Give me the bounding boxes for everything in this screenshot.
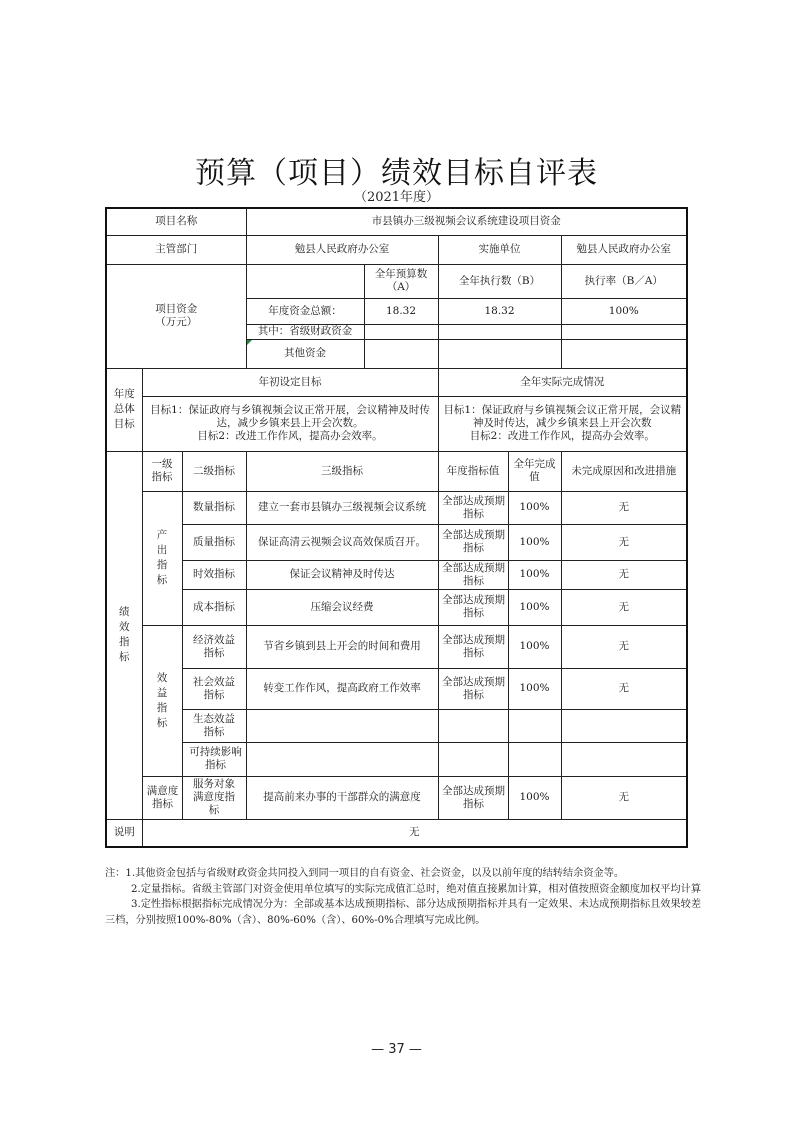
self-evaluation-table — [105, 207, 688, 848]
target-cell: 全部达成预期指标 — [438, 491, 508, 524]
funds-rate-value — [561, 339, 687, 368]
funds-col-budget: 全年预算数（A） — [364, 264, 438, 298]
department-label: 主管部门 — [106, 235, 246, 264]
funds-row-label-other — [246, 339, 364, 368]
level3-cell: 建立一套市县镇办三级视频会议系统 — [246, 491, 438, 524]
target-cell — [438, 742, 508, 776]
indicator-row — [106, 709, 687, 742]
group-satisfaction-label: 满意度指标 — [142, 776, 182, 819]
goals-initial-item-1: 目标1：保证政府与乡镇视频会议正常开展，会议精神及时传达，减少乡镇来县上开会次数。 — [150, 404, 430, 429]
level2-cell: 质量指标 — [182, 524, 246, 560]
header-level1: 一级指标 — [142, 451, 182, 491]
department-row — [106, 235, 687, 264]
indicator-row — [106, 560, 687, 589]
target-cell — [438, 709, 508, 742]
footnote-3: 3.定性指标根据指标完成情况分为：全部或基本达成预期指标、部分达成预期指标并具有一定效果、未达成预期指标且效果较差 — [131, 899, 702, 910]
reason-cell: 无 — [561, 560, 687, 589]
funds-exec-value — [438, 324, 561, 339]
goals-header-row — [106, 368, 687, 396]
header-reason: 未完成原因和改进措施 — [561, 451, 687, 491]
actual-cell: 100% — [508, 668, 561, 709]
level2-cell: 数量指标 — [182, 491, 246, 524]
level3-cell — [246, 709, 438, 742]
funds-row-label: 其他资金 — [284, 347, 327, 359]
funds-budget-value — [364, 339, 438, 368]
project-name-value: 市县镇办三级视频会议系统建设项目资金 — [246, 208, 687, 235]
level3-cell: 提高前来办事的干部群众的满意度 — [246, 776, 438, 819]
performance-header-row — [106, 451, 687, 491]
funds-row-label: 其中：省级财政资金 — [246, 324, 364, 339]
level3-cell: 节省乡镇到县上开会的时间和费用 — [246, 625, 438, 668]
department-value: 勉县人民政府办公室 — [246, 235, 438, 264]
goals-initial-header: 年初设定目标 — [142, 368, 438, 396]
funds-col-rate: 执行率（B／A） — [561, 264, 687, 298]
funds-budget-value — [364, 324, 438, 339]
target-cell: 全部达成预期指标 — [438, 625, 508, 668]
level2-cell: 社会效益指标 — [182, 668, 246, 709]
indicator-row — [106, 589, 687, 625]
indicator-row — [106, 524, 687, 560]
header-level2: 二级指标 — [182, 451, 246, 491]
level2-cell: 可持续影响指标 — [182, 742, 246, 776]
project-name-row — [106, 208, 687, 235]
reason-cell: 无 — [561, 625, 687, 668]
header-level3: 三级指标 — [246, 451, 438, 491]
page-number: — 37 — — [371, 1042, 422, 1057]
goals-actual-header: 全年实际完成情况 — [438, 368, 687, 396]
actual-cell: 100% — [508, 625, 561, 668]
funds-label-line1: 项目资金 — [155, 303, 198, 315]
indicator-row — [106, 625, 687, 668]
funds-header-row — [106, 264, 687, 298]
reason-cell — [561, 742, 687, 776]
indicator-row — [106, 742, 687, 776]
actual-cell: 100% — [508, 560, 561, 589]
actual-cell — [508, 709, 561, 742]
target-cell: 全部达成预期指标 — [438, 560, 508, 589]
target-cell: 全部达成预期指标 — [438, 589, 508, 625]
funds-rate-value: 100% — [561, 298, 687, 324]
footnote-3-continued: 三档，分别按照100%-80%（含）、80%-60%（含）、60%-0%合理填写完成比例。 — [105, 914, 486, 926]
level3-cell: 保证高清云视频会议高效保质召开。 — [246, 524, 438, 560]
page-title: 预算（项目）绩效目标自评表 — [195, 156, 598, 191]
actual-cell — [508, 742, 561, 776]
target-cell: 全部达成预期指标 — [438, 524, 508, 560]
footnote-1: 注：1.其他资金包括与省级财政资金共同投入到同一项目的自有资金、社会资金，以及以前年度的结转结余资金等。 — [105, 868, 625, 879]
footnotes — [105, 866, 705, 928]
reason-cell: 无 — [561, 524, 687, 560]
level3-cell: 转变工作作风，提高政府工作效率 — [246, 668, 438, 709]
goals-actual-text — [438, 396, 687, 451]
project-name-label: 项目名称 — [106, 208, 246, 235]
reason-cell: 无 — [561, 589, 687, 625]
funds-label-line2: （万元） — [155, 316, 198, 328]
group-output-label: 产出指标 — [142, 491, 182, 625]
reason-cell: 无 — [561, 776, 687, 819]
funds-label — [106, 264, 246, 368]
reason-cell: 无 — [561, 491, 687, 524]
funds-header-blank — [246, 264, 364, 298]
target-cell: 全部达成预期指标 — [438, 776, 508, 819]
level3-cell: 压缩会议经费 — [246, 589, 438, 625]
goals-text-row — [106, 396, 687, 451]
reason-cell: 无 — [561, 668, 687, 709]
indicator-row — [106, 668, 687, 709]
funds-rate-value — [561, 324, 687, 339]
target-cell: 全部达成预期指标 — [438, 668, 508, 709]
performance-label: 绩效指标 — [106, 451, 142, 819]
indicator-row — [106, 491, 687, 524]
remarks-value: 无 — [142, 819, 687, 847]
funds-exec-value — [438, 339, 561, 368]
goals-initial-item-2: 目标2：改进工作作风，提高办会效率。 — [197, 430, 383, 442]
reason-cell — [561, 709, 687, 742]
actual-cell: 100% — [508, 589, 561, 625]
level3-cell — [246, 742, 438, 776]
remarks-label: 说明 — [106, 819, 142, 847]
level2-cell: 时效指标 — [182, 560, 246, 589]
indicator-row — [106, 776, 687, 819]
level2-cell: 生态效益指标 — [182, 709, 246, 742]
goals-actual-item-1: 目标1：保证政府与乡镇视频会议正常开展，会议精神及时传达，减少乡镇来县上开会次数 — [443, 404, 682, 429]
implementing-unit-value: 勉县人民政府办公室 — [561, 235, 687, 264]
funds-row-label: 年度资金总额： — [246, 298, 364, 324]
group-benefit-label: 效益指标 — [142, 625, 182, 776]
level2-cell: 服务对象满意度指标 — [182, 776, 246, 819]
level2-cell: 成本指标 — [182, 589, 246, 625]
goals-initial-text — [142, 396, 438, 451]
footnote-2: 2.定量指标。省级主管部门对资金使用单位填写的实际完成值汇总时，绝对值直接累加计算，相对值按照资金额度加权平均计算 — [131, 883, 702, 895]
funds-col-exec: 全年执行数（B） — [438, 264, 561, 298]
level3-cell: 保证会议精神及时传达 — [246, 560, 438, 589]
goals-label: 年度总体目标 — [106, 368, 142, 451]
actual-cell: 100% — [508, 524, 561, 560]
page-subtitle-year: （2021年度） — [353, 190, 440, 205]
remarks-row — [106, 819, 687, 847]
level2-cell: 经济效益指标 — [182, 625, 246, 668]
actual-cell: 100% — [508, 491, 561, 524]
header-actual: 全年完成值 — [508, 451, 561, 491]
actual-cell: 100% — [508, 776, 561, 819]
header-target: 年度指标值 — [438, 451, 508, 491]
goals-actual-item-2: 目标2：改进工作作风，提高办会效率。 — [469, 430, 655, 442]
funds-budget-value: 18.32 — [364, 298, 438, 324]
funds-exec-value: 18.32 — [438, 298, 561, 324]
implementing-unit-label: 实施单位 — [438, 235, 561, 264]
